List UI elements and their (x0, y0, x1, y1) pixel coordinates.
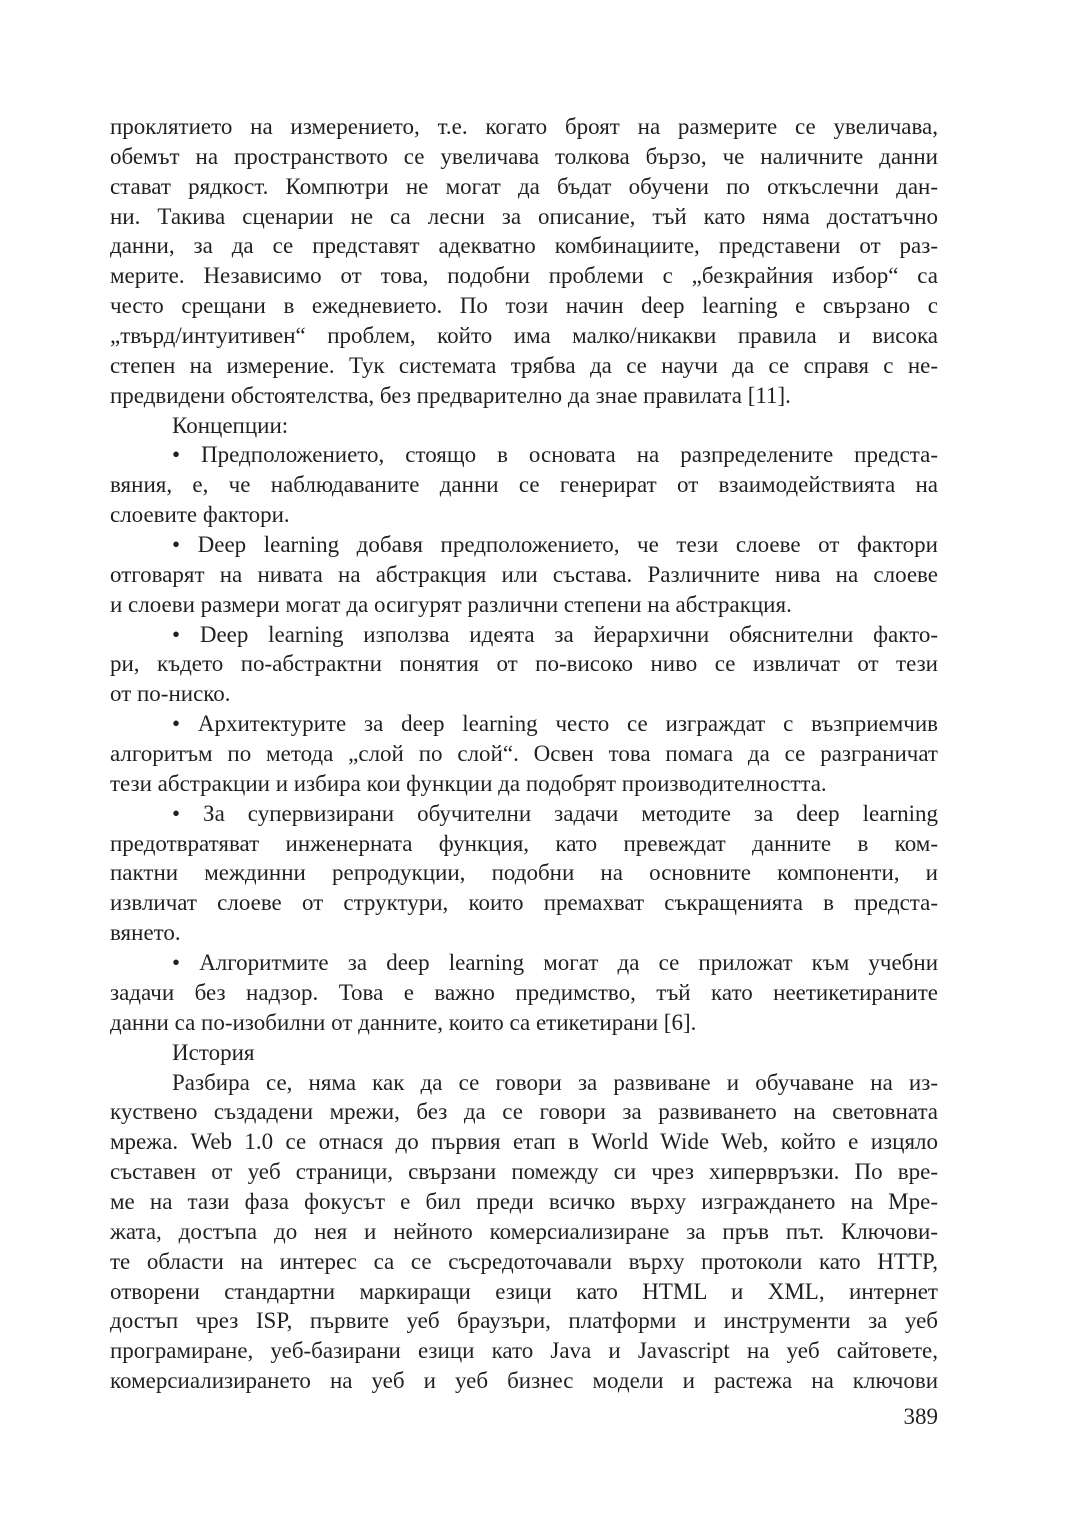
text-line: „твърд/интуитивен“ проблем, който има малко/никакви правила и висока (110, 323, 938, 349)
text-line: задачи без надзор. Това е важно предимство, тъй като неетикетираните (110, 979, 938, 1005)
text-line: данни, за да се представят адекватно комбинациите, представени от раз- (110, 233, 938, 259)
text-line: те области на интерес са се съсредоточавали върху протоколи като HTTP, (110, 1248, 938, 1274)
text-line: ни. Такива сценарии не са лесни за описание, тъй като няма достатъчно (110, 203, 938, 229)
text-line: съставен от уеб страници, свързани помежду си чрез хипервръзки. По вре- (110, 1159, 938, 1185)
text-line: куствено създадени мрежи, без да се говори за развиването на световната (110, 1099, 938, 1125)
text-line: достъп чрез ISP, първите уеб браузъри, платформи и инструменти за уеб (110, 1308, 938, 1334)
text-line: • Deep learning използва идеята за йерархични обяснителни факто- (172, 621, 938, 647)
text-line: от по-ниско. (110, 681, 231, 707)
text-line: • Deep learning добавя предположението, че тези слоеве от фактори (172, 532, 938, 558)
text-line: • Алгоритмите за deep learning могат да се приложат към учебни (172, 950, 938, 976)
text-line: проклятието на измерението, т.е. когато броят на размерите се увеличава, (110, 114, 938, 139)
body-text (110, 112, 938, 1396)
text-line: Концепции: (172, 412, 289, 438)
text-line: често срещани в ежедневието. По този начин deep learning е свързано с (110, 293, 938, 319)
text-line: ри, където по-абстрактни понятия от по-високо ниво се извличат от тези (110, 651, 938, 677)
text-line: отговарят на нивата на абстракция или състава. Различните нива на слоеве (110, 561, 938, 587)
page-number: 389 (903, 1404, 938, 1429)
text-line: данни са по-изобилни от данните, които са етикетирани [6]. (110, 1009, 697, 1035)
text-line: стават рядкост. Компютри не могат да бъдат обучени по откъслечни дан- (110, 173, 938, 199)
text-line: извличат слоеве от структури, които премахват съкращенията в предста- (110, 890, 938, 916)
text-line: алгоритъм по метода „слой по слой“. Освен това помага да се разграничат (110, 741, 938, 767)
text-line: мерите. Независимо от това, подобни проблеми с „безкрайния избор“ са (110, 263, 938, 289)
text-line: комерсиализирането на уеб и уеб бизнес модели и растежа на ключови (110, 1368, 938, 1394)
text-line: програмиране, уеб-базирани езици като Java и Javascript на уеб сайтовете, (110, 1338, 938, 1364)
text-line: предотвратяват инженерната функция, като превеждат данните в ком- (110, 830, 938, 856)
text-line: обемът на пространството се увеличава толкова бързо, че наличните данни (110, 143, 938, 169)
text-line: степен на измерение. Тук системата трябва да се научи да се справя с не- (110, 352, 938, 378)
text-line: • Предположението, стоящо в основата на разпределените предста- (172, 442, 938, 468)
text-line: • За супервизирани обучителни задачи методите за deep learning (172, 800, 938, 826)
text-line: жата, достъпа до нея и нейното комерсиализиране за пръв път. Ключови- (110, 1218, 938, 1244)
text-line: • Архитектурите за deep learning често се изграждат с възприемчив (172, 711, 938, 737)
text-line: и слоеви размери могат да осигурят различни степени на абстракция. (110, 591, 792, 617)
text-line: вянето. (110, 920, 181, 946)
text-line: тези абстракции и избира кои функции да подобрят производителността. (110, 770, 827, 796)
text-line: слоевите фактори. (110, 502, 290, 528)
text-line: предвидени обстоятелства, без предварително да знае правилата [11]. (110, 382, 791, 408)
text-line: История (172, 1039, 255, 1065)
text-line: Разбира се, няма как да се говори за развиване и обучаване на из- (172, 1069, 938, 1095)
text-line: мрежа. Web 1.0 се отнася до първия етап в World Wide Web, който е изцяло (110, 1129, 938, 1155)
text-line: вяния, е, че наблюдаваните данни се генерират от взаимодействията на (110, 472, 938, 498)
text-line: ме на тази фаза фокусът е бил преди всичко върху изграждането на Мре- (110, 1188, 938, 1214)
text-line: отворени стандартни маркиращи езици като HTML и XML, интернет (110, 1278, 938, 1304)
text-line: пактни междинни репродукции, подобни на основните компоненти, и (110, 860, 938, 886)
